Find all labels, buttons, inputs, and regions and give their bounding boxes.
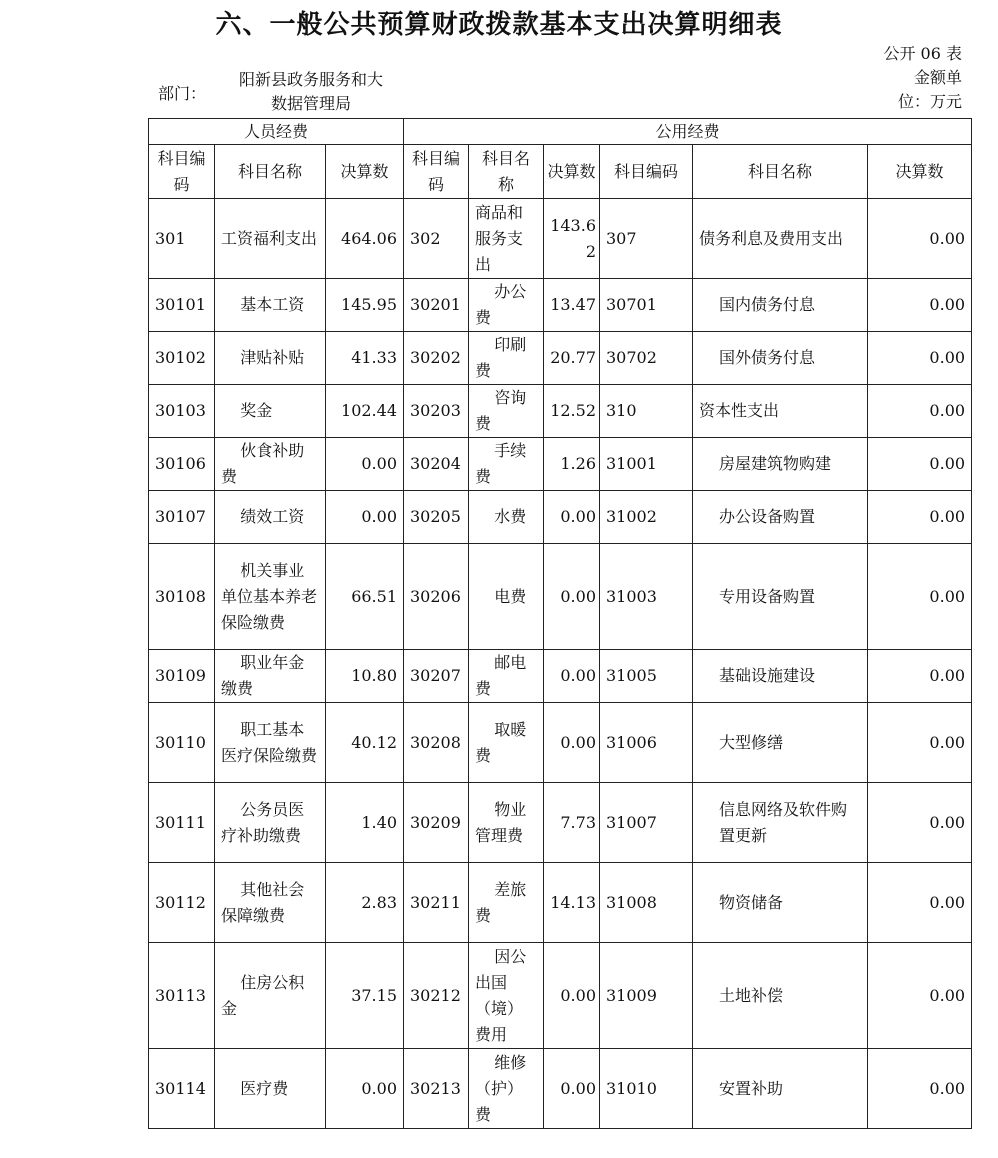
other-amount: 0.00 — [868, 438, 972, 491]
goods-name: 因公出国（境）费用 — [469, 943, 544, 1049]
other-name: 物资储备 — [693, 863, 868, 943]
other-code: 30702 — [600, 332, 693, 385]
goods-amount: 20.77 — [544, 332, 600, 385]
other-name: 大型修缮 — [693, 703, 868, 783]
personnel-name: 职业年金缴费 — [215, 650, 326, 703]
other-name: 房屋建筑物购建 — [693, 438, 868, 491]
other-code: 31001 — [600, 438, 693, 491]
col-header-code: 科目编码 — [404, 145, 469, 199]
other-name: 债务利息及费用支出 — [693, 199, 868, 279]
goods-code: 30205 — [404, 491, 469, 544]
col-header-name: 科目名称 — [469, 145, 544, 199]
other-amount: 0.00 — [868, 1049, 972, 1129]
col-header-code: 科目编码 — [149, 145, 215, 199]
other-code: 31003 — [600, 544, 693, 650]
public-header: 公用经费 — [404, 119, 972, 145]
personnel-amount: 66.51 — [326, 544, 404, 650]
personnel-amount: 41.33 — [326, 332, 404, 385]
personnel-amount: 0.00 — [326, 1049, 404, 1129]
other-amount: 0.00 — [868, 650, 972, 703]
personnel-name: 工资福利支出 — [215, 199, 326, 279]
goods-amount: 0.00 — [544, 943, 600, 1049]
personnel-name: 职工基本医疗保险缴费 — [215, 703, 326, 783]
personnel-amount: 40.12 — [326, 703, 404, 783]
other-name: 资本性支出 — [693, 385, 868, 438]
goods-name: 咨询费 — [469, 385, 544, 438]
goods-amount: 143.62 — [544, 199, 600, 279]
goods-name: 手续费 — [469, 438, 544, 491]
other-name: 办公设备购置 — [693, 491, 868, 544]
goods-code: 302 — [404, 199, 469, 279]
goods-amount: 0.00 — [544, 1049, 600, 1129]
other-code: 310 — [600, 385, 693, 438]
personnel-name: 医疗费 — [215, 1049, 326, 1129]
goods-amount: 13.47 — [544, 279, 600, 332]
goods-code: 30208 — [404, 703, 469, 783]
goods-amount: 1.26 — [544, 438, 600, 491]
personnel-code: 30110 — [149, 703, 215, 783]
personnel-code: 30102 — [149, 332, 215, 385]
goods-amount: 0.00 — [544, 650, 600, 703]
other-name: 基础设施建设 — [693, 650, 868, 703]
other-amount: 0.00 — [868, 332, 972, 385]
goods-code: 30204 — [404, 438, 469, 491]
goods-name: 邮电费 — [469, 650, 544, 703]
goods-code: 30207 — [404, 650, 469, 703]
other-name: 土地补偿 — [693, 943, 868, 1049]
other-code: 31006 — [600, 703, 693, 783]
personnel-name: 机关事业单位基本养老保险缴费 — [215, 544, 326, 650]
table-row — [149, 385, 972, 438]
goods-name: 印刷费 — [469, 332, 544, 385]
goods-name: 差旅费 — [469, 863, 544, 943]
other-amount: 0.00 — [868, 703, 972, 783]
other-code: 31005 — [600, 650, 693, 703]
personnel-amount: 102.44 — [326, 385, 404, 438]
goods-code: 30209 — [404, 783, 469, 863]
unit-line-2: 位：万元 — [897, 92, 962, 111]
form-code: 公开 06 表 — [883, 44, 962, 63]
table-row — [149, 491, 972, 544]
personnel-name: 绩效工资 — [215, 491, 326, 544]
goods-name: 办公费 — [469, 279, 544, 332]
table-row — [149, 783, 972, 863]
table-row — [149, 332, 972, 385]
other-amount: 0.00 — [868, 279, 972, 332]
goods-name: 取暖费 — [469, 703, 544, 783]
table-row — [149, 544, 972, 650]
other-amount: 0.00 — [868, 199, 972, 279]
dept-name-line-1: 阳新县政务服务和大 — [238, 70, 383, 89]
other-name: 国内债务付息 — [693, 279, 868, 332]
unit-note — [882, 66, 962, 114]
table-row — [149, 703, 972, 783]
goods-name: 水费 — [469, 491, 544, 544]
other-name: 信息网络及软件购置更新 — [693, 783, 868, 863]
personnel-amount: 464.06 — [326, 199, 404, 279]
personnel-code: 30109 — [149, 650, 215, 703]
other-code: 31007 — [600, 783, 693, 863]
goods-code: 30202 — [404, 332, 469, 385]
personnel-name: 公务员医疗补助缴费 — [215, 783, 326, 863]
personnel-name: 其他社会保障缴费 — [215, 863, 326, 943]
goods-code: 30201 — [404, 279, 469, 332]
personnel-header: 人员经费 — [149, 119, 404, 145]
goods-amount: 12.52 — [544, 385, 600, 438]
other-amount: 0.00 — [868, 385, 972, 438]
col-header-code: 科目编码 — [600, 145, 693, 199]
other-code: 30701 — [600, 279, 693, 332]
group-header-row — [149, 119, 972, 145]
other-name: 安置补助 — [693, 1049, 868, 1129]
personnel-code: 30108 — [149, 544, 215, 650]
col-header-name: 科目名称 — [215, 145, 326, 199]
table-row — [149, 199, 972, 279]
unit-line-1: 金额单 — [913, 68, 962, 87]
goods-amount: 14.13 — [544, 863, 600, 943]
table-row — [149, 1049, 972, 1129]
column-header-row — [149, 145, 972, 199]
table-row — [149, 650, 972, 703]
other-code: 307 — [600, 199, 693, 279]
personnel-code: 30112 — [149, 863, 215, 943]
other-name: 国外债务付息 — [693, 332, 868, 385]
personnel-amount: 37.15 — [326, 943, 404, 1049]
dept-name — [226, 68, 396, 116]
goods-name: 电费 — [469, 544, 544, 650]
personnel-code: 30106 — [149, 438, 215, 491]
personnel-code: 30114 — [149, 1049, 215, 1129]
personnel-amount: 2.83 — [326, 863, 404, 943]
goods-name: 物业管理费 — [469, 783, 544, 863]
table-row — [149, 943, 972, 1049]
dept-name-line-2: 数据管理局 — [270, 94, 351, 113]
personnel-amount: 0.00 — [326, 491, 404, 544]
personnel-code: 30107 — [149, 491, 215, 544]
other-amount: 0.00 — [868, 491, 972, 544]
goods-amount: 0.00 — [544, 491, 600, 544]
goods-amount: 0.00 — [544, 544, 600, 650]
personnel-code: 30103 — [149, 385, 215, 438]
col-header-amount: 决算数 — [544, 145, 600, 199]
personnel-name: 奖金 — [215, 385, 326, 438]
other-amount: 0.00 — [868, 783, 972, 863]
personnel-code: 30101 — [149, 279, 215, 332]
goods-name: 维修（护）费 — [469, 1049, 544, 1129]
goods-code: 30212 — [404, 943, 469, 1049]
personnel-name: 住房公积金 — [215, 943, 326, 1049]
page-title: 六、一般公共预算财政拨款基本支出决算明细表 — [215, 10, 783, 40]
personnel-code: 30113 — [149, 943, 215, 1049]
table-row — [149, 438, 972, 491]
other-code: 31010 — [600, 1049, 693, 1129]
goods-amount: 0.00 — [544, 703, 600, 783]
col-header-amount: 决算数 — [868, 145, 972, 199]
table-row — [149, 279, 972, 332]
personnel-amount: 0.00 — [326, 438, 404, 491]
other-name: 专用设备购置 — [693, 544, 868, 650]
expenditure-table — [148, 118, 972, 1129]
col-header-name: 科目名称 — [693, 145, 868, 199]
personnel-code: 30111 — [149, 783, 215, 863]
table-row — [149, 863, 972, 943]
other-amount: 0.00 — [868, 943, 972, 1049]
other-amount: 0.00 — [868, 544, 972, 650]
personnel-amount: 145.95 — [326, 279, 404, 332]
dept-label: 部门： — [158, 84, 207, 103]
other-code: 31002 — [600, 491, 693, 544]
other-code: 31009 — [600, 943, 693, 1049]
goods-amount: 7.73 — [544, 783, 600, 863]
goods-name: 商品和服务支出 — [469, 199, 544, 279]
other-code: 31008 — [600, 863, 693, 943]
goods-code: 30211 — [404, 863, 469, 943]
goods-code: 30213 — [404, 1049, 469, 1129]
other-amount: 0.00 — [868, 863, 972, 943]
goods-code: 30206 — [404, 544, 469, 650]
personnel-code: 301 — [149, 199, 215, 279]
personnel-amount: 10.80 — [326, 650, 404, 703]
goods-code: 30203 — [404, 385, 469, 438]
col-header-amount: 决算数 — [326, 145, 404, 199]
personnel-name: 伙食补助费 — [215, 438, 326, 491]
personnel-name: 津贴补贴 — [215, 332, 326, 385]
personnel-name: 基本工资 — [215, 279, 326, 332]
personnel-amount: 1.40 — [326, 783, 404, 863]
